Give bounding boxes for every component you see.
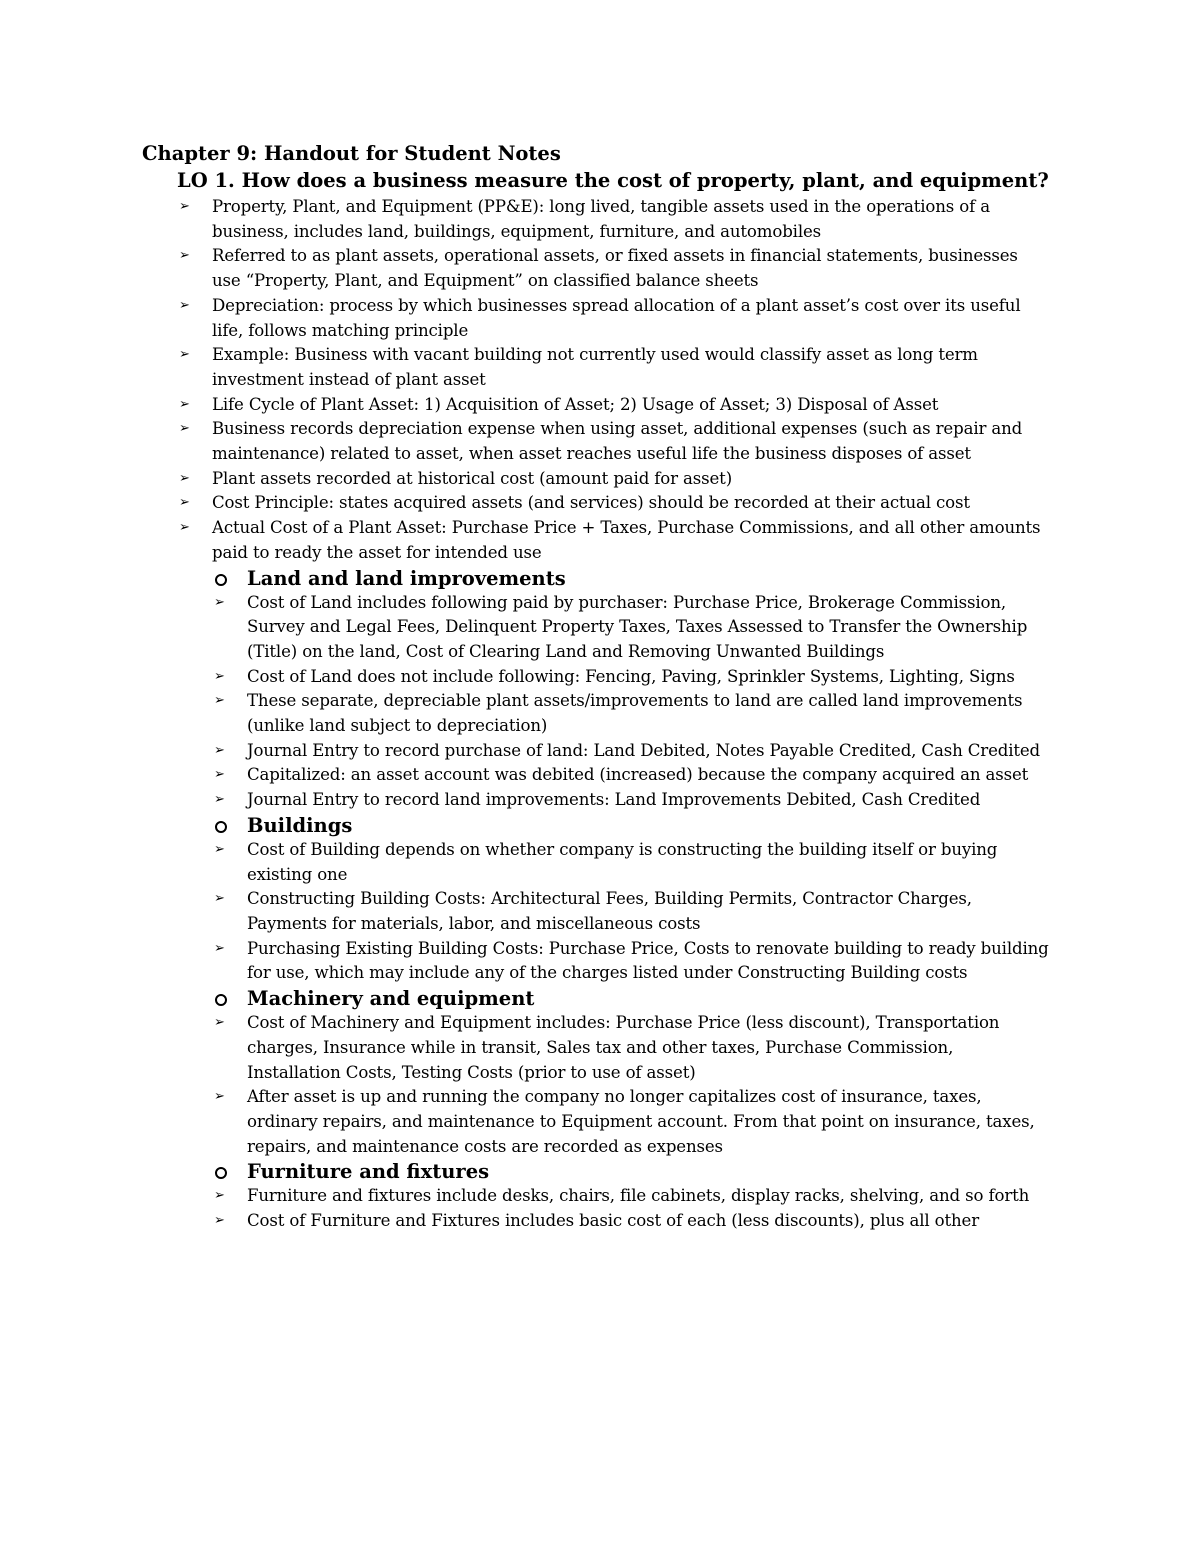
arrow-bullet-icon: ➢ [214, 891, 225, 907]
arrow-bullet-icon: ➢ [179, 248, 190, 264]
bullet-item: ➢ Plant assets recorded at historical cost (amount paid for asset) [177, 467, 1050, 492]
section-heading-furniture: Furniture and fixtures [212, 1159, 1050, 1184]
arrow-bullet-icon: ➢ [179, 495, 190, 511]
bullet-item: ➢ Journal Entry to record purchase of land: Land Debited, Notes Payable Credited, Cash Credited [212, 739, 1050, 764]
section-heading-machinery: Machinery and equipment [212, 986, 1050, 1011]
arrow-bullet-icon: ➢ [179, 421, 190, 437]
arrow-bullet-icon: ➢ [214, 792, 225, 808]
arrow-bullet-icon: ➢ [214, 1213, 225, 1229]
arrow-bullet-icon: ➢ [214, 693, 225, 709]
arrow-bullet-icon: ➢ [214, 668, 225, 684]
arrow-bullet-icon: ➢ [214, 1188, 225, 1204]
circle-bullet-icon [215, 994, 227, 1006]
arrow-bullet-icon: ➢ [179, 520, 190, 536]
circle-bullet-icon [215, 821, 227, 833]
bullet-item: ➢ Constructing Building Costs: Architectural Fees, Building Permits, Contractor Charges, Payments for materials, labor, and miscellaneous costs [214, 889, 972, 933]
arrow-bullet-icon: ➢ [214, 742, 225, 758]
bullet-item: ➢ These separate, depreciable plant assets/improvements to land are called land improvements (unlike land subject to depreciation) [214, 691, 1023, 736]
lo-heading: LO 1. How does a business measure the cost of property, plant, and equipment? [177, 169, 1049, 192]
section-heading-buildings: Buildings [212, 813, 1050, 838]
bullet-item: ➢ Cost of Land includes following paid by purchaser: Purchase Price, Brokerage Commission, Survey and Legal Fees, Delinquent Property Taxes, Taxes Assessed to Transfer the Ownership (Title) on the land, Cost of Clearing Land and Removing Unwanted Buildings [214, 592, 1028, 661]
arrow-bullet-icon: ➢ [214, 841, 225, 857]
arrow-bullet-icon: ➢ [179, 297, 190, 313]
arrow-bullet-icon: ➢ [179, 470, 190, 486]
bullet-item: ➢ Furniture and fixtures include desks, chairs, file cabinets, display racks, shelving, and so forth [212, 1184, 1050, 1209]
bullet-item: ➢ Cost of Building depends on whether company is constructing the building itself or buying existing one [214, 839, 998, 884]
bullet-item: ➢ Cost Principle: states acquired assets (and services) should be recorded at their actual cost [177, 491, 1050, 516]
circle-bullet-icon [215, 574, 227, 586]
arrow-bullet-icon: ➢ [179, 347, 190, 363]
bullet-item: ➢ Life Cycle of Plant Asset: 1) Acquisition of Asset; 2) Usage of Asset; 3) Disposal of Asset [177, 393, 1050, 418]
circle-bullet-icon [215, 1167, 227, 1179]
bullet-item: ➢ Business records depreciation expense when using asset, additional expenses (such as repair and maintenance) related to asset, when asset reaches useful life the business disposes of asset [179, 419, 1023, 464]
main-bullet-list [177, 195, 1050, 566]
bullet-item: ➢ Depreciation: process by which businesses spread allocation of a plant asset’s cost over its useful life, follows matching principle [179, 295, 1021, 340]
bullet-item: ➢ After asset is up and running the company no longer capitalizes cost of insurance, taxes, ordinary repairs, and maintenance to Equipment account. From that point on insurance, taxes, repairs, and maintenance costs are recorded as expenses [214, 1087, 1035, 1156]
page-title: Chapter 9: Handout for Student Notes [142, 142, 561, 165]
bullet-item: ➢ Cost of Furniture and Fixtures includes basic cost of each (less discounts), plus all other [212, 1209, 1050, 1234]
arrow-bullet-icon: ➢ [214, 767, 225, 783]
bullet-item: ➢ Capitalized: an asset account was debited (increased) because the company acquired an asset [212, 763, 1050, 788]
sub-section-list [212, 566, 1050, 1234]
bullet-item: ➢ Cost of Land does not include following: Fencing, Paving, Sprinkler Systems, Lighting, Signs [212, 665, 1050, 690]
bullet-item: ➢ Property, Plant, and Equipment (PP&E): long lived, tangible assets used in the operations of a business, includes land, buildings, equipment, furniture, and automobiles [179, 197, 990, 241]
bullet-item: ➢ Cost of Machinery and Equipment includes: Purchase Price (less discount), Transportation charges, Insurance while in transit, Sales tax and other taxes, Purchase Commission, Installation Costs, Testing Costs (prior to use of asset) [214, 1013, 1000, 1082]
bullet-item: ➢ Purchasing Existing Building Costs: Purchase Price, Costs to renovate building to ready building for use, which may include any of the charges listed under Constructing Building costs [214, 938, 1049, 983]
arrow-bullet-icon: ➢ [214, 940, 225, 956]
section-heading-land: Land and land improvements [212, 566, 1050, 591]
bullet-item: ➢ Actual Cost of a Plant Asset: Purchase Price + Taxes, Purchase Commissions, and all other amounts paid to ready the asset for intended use [179, 518, 1041, 562]
bullet-item: ➢ Referred to as plant assets, operational assets, or fixed assets in financial statements, businesses use “Property, Plant, and Equipment” on classified balance sheets [179, 246, 1018, 291]
bullet-item: ➢ Example: Business with vacant building not currently used would classify asset as long term investment instead of plant asset [179, 345, 978, 389]
bullet-item: ➢ Journal Entry to record land improvements: Land Improvements Debited, Cash Credited [212, 788, 1050, 813]
arrow-bullet-icon: ➢ [214, 594, 225, 610]
arrow-bullet-icon: ➢ [214, 1089, 225, 1105]
arrow-bullet-icon: ➢ [179, 199, 190, 214]
arrow-bullet-icon: ➢ [179, 396, 190, 412]
arrow-bullet-icon: ➢ [214, 1015, 225, 1031]
